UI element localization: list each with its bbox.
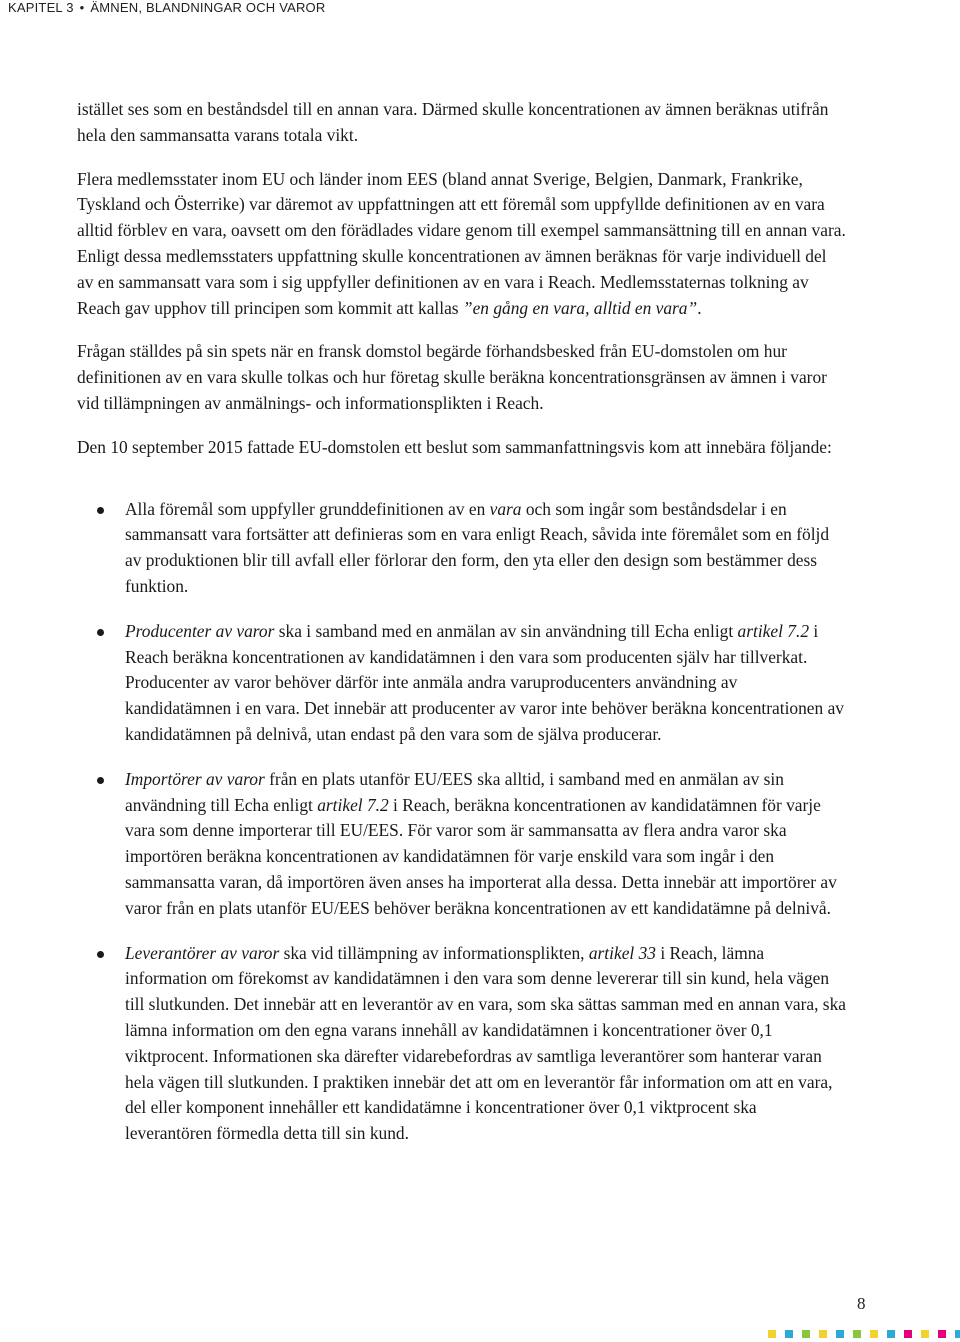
page-number: 8 [857,1294,866,1313]
bullet-icon [97,507,104,514]
footer-color-square [768,1330,776,1338]
paragraph: Flera medlemsstater inom EU och länder inom EES (bland annat Sverige, Belgien, Danmark, Frankrike, Tyskland och Österrike) var däremot av uppfattningen att ett föremål som uppfyllde definitionen av en vara alltid förblev en vara, oavsett om den förädlades vidare genom till exempel sammansättning till en annan vara. Enligt dessa medlemsstaters uppfattning skulle koncentrationen av ämnen beräknas för varje individuell del av en sammansatt vara som i sig uppfyller definitionen av en vara i Reach. Medlemsstaternas tolkning av Reach gav upphov till principen som kommit att kallas ”en gång en vara, alltid en vara”. [77,168,846,318]
bullet-separator: • [79,0,85,15]
footer-color-square [785,1330,793,1338]
footer-color-square [955,1330,960,1338]
paragraph: Den 10 september 2015 fattade EU-domstolen ett beslut som sammanfattningsvis kom att innebära följande: [77,436,832,457]
list-item-text: Alla föremål som uppfyller grunddefinitionen av en vara och som ingår som beståndsdelar i en sammansatt vara fortsätter att definieras som en vara enligt Reach, såvida inte föremålet som en följd av produktionen blir till avfall eller förlorar den form, den yta eller den design som bestämmer dess funktion. [125,498,830,596]
bullet-icon [97,951,104,958]
footer-color-strip [768,1330,960,1338]
footer-color-square [904,1330,912,1338]
list-item [77,497,847,600]
paragraph: istället ses som en beståndsdel till en annan vara. Därmed skulle koncentrationen av ämnen beräknas utifrån hela den sammansatta varans totala vikt. [77,99,829,145]
section-label: ÄMNEN, BLANDNINGAR OCH VAROR [90,0,326,15]
footer-color-square [819,1330,827,1338]
footer-color-square [802,1330,810,1338]
list-item [77,619,847,748]
chapter-label: KAPITEL 3 [8,0,74,15]
footer-color-square [887,1330,895,1338]
bullet-list [77,497,847,1147]
list-item-text: Importörer av varor från en plats utanför EU/EES ska alltid, i samband med en anmälan av sin användning till Echa enligt artikel 7.2 i Reach, beräkna koncentrationen av kandidatämnen för varje vara som denne importerar till EU/EES. För varor som är sammansatta av flera andra varor ska importören beräkna koncentrationen av kandidatämnen för varje enskild vara som ingår i den sammansatta varan, då importören även anses ha importerat alla dessa. Detta innebär att importörer av varor från en plats utanför EU/EES behöver beräkna koncentrationen av ett kandidatämne på delnivå. [125,768,837,918]
list-item-text: Leverantörer av varor ska vid tillämpning av informationsplikten, artikel 33 i Reach, lämna information om förekomst av kandidatämnen i den vara som denne levererar till sin kund, hela vägen till slutkunden. Det innebär att en leverantör av en vara, som ska sättas samman med en annan vara, ska lämna information om den egna varans innehåll av kandidatämnen i koncentrationer över 0,1 viktprocent. Informationen ska därefter vidarebefordras av samtliga leverantörer som hanterar varan hela vägen till slutkunden. I praktiken innebär det att om en leverantör får information om att en vara, del eller komponent innehåller ett kandidatämne i koncentrationer över 0,1 viktprocent ska leverantören förmedla detta till sin kund. [125,942,846,1144]
footer-color-square [921,1330,929,1338]
footer-color-square [836,1330,844,1338]
bullet-icon [97,777,104,784]
list-item-text: Producenter av varor ska i samband med en anmälan av sin användning till Echa enligt artikel 7.2 i Reach beräkna koncentrationen av kandidatämnen i den vara som producenten själv har tillverkat. Producenter av varor behöver därför inte anmäla andra varuproducenters användning av kandidatämnen i en vara. Det innebär att producenter av varor inte behöver beräkna koncentrationen av kandidatämnen på delnivå, utan endast på den vara som de själva producerar. [125,620,844,744]
footer-color-square [938,1330,946,1338]
footer-color-square [853,1330,861,1338]
bullet-icon [97,629,104,636]
page-body [77,97,847,1166]
list-item [77,767,847,922]
list-item [77,941,847,1147]
footer-color-square [870,1330,878,1338]
running-header [8,0,325,15]
paragraph: Frågan ställdes på sin spets när en fransk domstol begärde förhandsbesked från EU-domstolen om hur definitionen av en vara skulle tolkas och hur företag skulle beräkna koncentrationsgränsen av ämnen i varor vid tillämpningen av anmälnings- och informationsplikten i Reach. [77,341,827,413]
